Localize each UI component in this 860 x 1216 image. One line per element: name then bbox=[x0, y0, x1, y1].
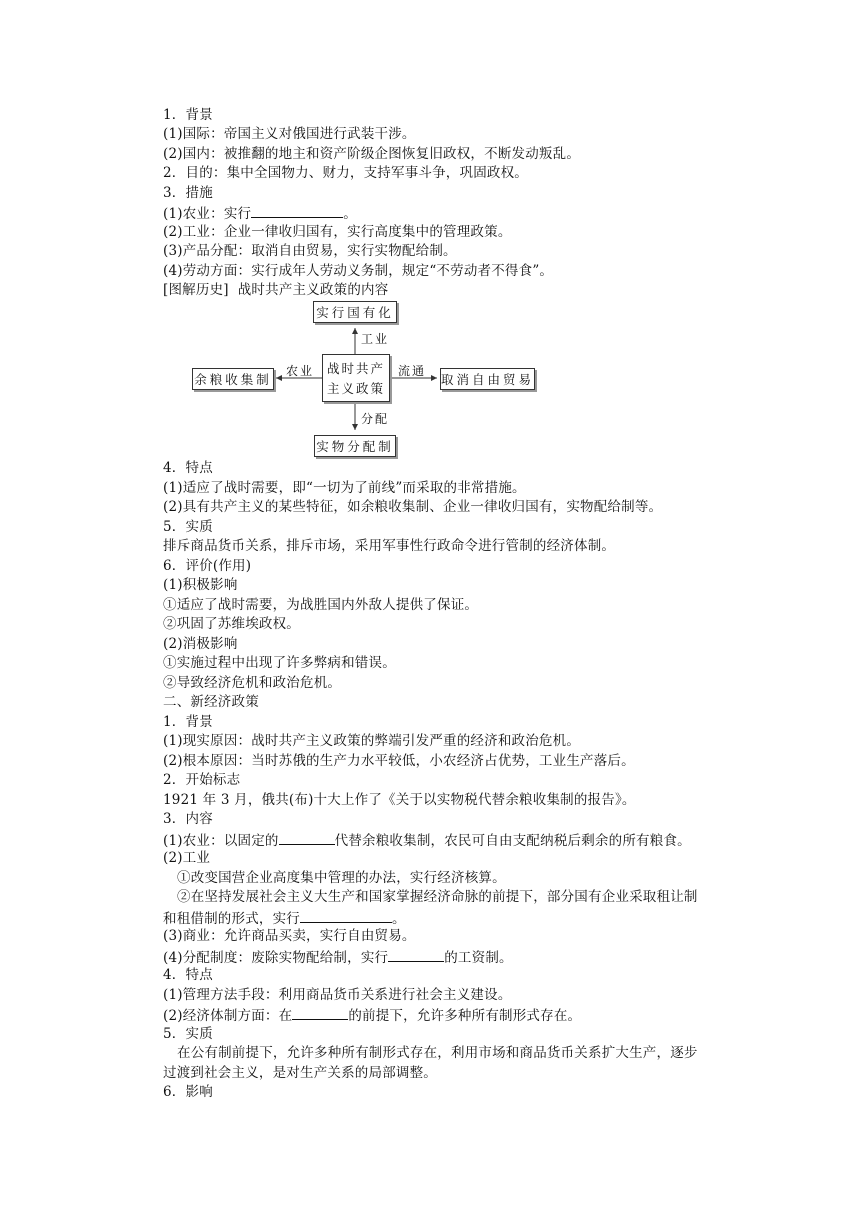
feat2-prefix: (2)经济体制方面：在 bbox=[163, 1008, 293, 1024]
box-nationalization: 实行国有化 bbox=[313, 301, 397, 323]
dist-prefix: (4)分配制度：废除实物配给制，实行 bbox=[163, 950, 389, 966]
text-nep-essence-a: 在公有制前提下，允许多种所有制形式存在，利用市场和商品货币关系扩大生产，逐步 bbox=[177, 1045, 698, 1061]
text-domestic: (2)国内：被推翻的地主和资产阶级企图恢复旧政权，不断发动叛乱。 bbox=[163, 146, 581, 162]
heading-evaluation: 6．评价(作用) bbox=[163, 558, 252, 574]
feat2-suffix: 的前提下，允许多种所有制形式存在。 bbox=[348, 1008, 582, 1024]
text-negative-impact: (2)消极影响 bbox=[163, 636, 238, 652]
section-title-nep: 二、新经济政策 bbox=[163, 694, 259, 710]
label-distribution: 分配 bbox=[361, 412, 390, 426]
text-commerce: (3)商业：允许商品买卖，实行自由贸易。 bbox=[163, 928, 416, 944]
box-grain-requisition: 余粮收集制 bbox=[192, 368, 274, 390]
text-nep-industry: (2)工业 bbox=[163, 850, 211, 866]
text-nep-agriculture bbox=[163, 830, 691, 850]
heading-start: 2．开始标志 bbox=[163, 772, 241, 788]
agri-prefix: (1)农业：实行 bbox=[163, 206, 252, 222]
heading-content: 3．内容 bbox=[163, 811, 213, 827]
nep-agri-suffix: 代替余粮收集制，农民可自由支配纳税后剩余的所有粮食。 bbox=[334, 833, 691, 849]
diagram-caption-tag: [图解历史] bbox=[163, 282, 229, 298]
box-war-communism bbox=[322, 354, 390, 402]
label-circulation: 流通 bbox=[398, 364, 427, 378]
heading-background: 1．背景 bbox=[163, 107, 213, 123]
text-industry-2a: ②在坚持发展社会主义大生产和国家掌握经济命脉的前提下，部分国有企业采取租让制 bbox=[177, 889, 698, 905]
text-negative-2: ②导致经济危机和政治危机。 bbox=[163, 675, 342, 691]
text-industry-measure: (2)工业：企业一律收归国有，实行高度集中的管理政策。 bbox=[163, 224, 512, 240]
diagram-caption-text: 战时共产主义政策的内容 bbox=[237, 282, 389, 298]
text-essence: 排斥商品货币关系，排斥市场，采用军事性行政命令进行管制的经济体制。 bbox=[163, 538, 616, 554]
fill-in-blank bbox=[292, 1005, 348, 1020]
label-agriculture: 农业 bbox=[286, 364, 315, 378]
text-positive-1: ①适应了战时需要，为战胜国内外敌人提供了保证。 bbox=[163, 597, 479, 613]
text-negative-1: ①实施过程中出现了许多弊病和错误。 bbox=[163, 655, 396, 671]
heading-measures: 3．措施 bbox=[163, 185, 213, 201]
box-distribution-in-kind: 实物分配制 bbox=[314, 435, 396, 457]
text-distribution-measure: (3)产品分配：取消自由贸易，实行实物配给制。 bbox=[163, 243, 457, 259]
fill-in-blank bbox=[300, 908, 392, 923]
text-labor-measure: (4)劳动方面：实行成年人劳动义务制，规定“不劳动者不得食”。 bbox=[163, 263, 554, 279]
ind2b-suffix: 。 bbox=[392, 911, 406, 927]
fill-in-blank bbox=[388, 947, 444, 962]
text-international: (1)国际：帝国主义对俄国进行武装干涉。 bbox=[163, 126, 416, 142]
label-industry: 工业 bbox=[361, 332, 390, 346]
text-real-cause: (1)现实原因：战时共产主义政策的弊端引发严重的经济和政治危机。 bbox=[163, 733, 581, 749]
heading-impact: 6．影响 bbox=[163, 1084, 213, 1100]
text-nep-feature-2 bbox=[163, 1005, 581, 1025]
dist-suffix: 的工资制。 bbox=[444, 950, 513, 966]
text-industry-2b bbox=[163, 908, 406, 928]
text-distribution-system bbox=[163, 947, 513, 967]
text-start: 1921 年 3 月，俄共(布)十大上作了《关于以实物税代替余粮收集制的报告》。 bbox=[163, 792, 636, 808]
text-nep-feature-1: (1)管理方法手段：利用商品货币关系进行社会主义建设。 bbox=[163, 987, 512, 1003]
heading-features: 4．特点 bbox=[163, 460, 213, 476]
text-feature-1: (1)适应了战时需要，即“一切为了前线”而采取的非常措施。 bbox=[163, 480, 526, 496]
box-abolish-free-trade: 取消自由贸易 bbox=[440, 368, 535, 390]
nep-agri-prefix: (1)农业：以固定的 bbox=[163, 833, 279, 849]
diagram-arrows bbox=[0, 0, 860, 460]
ind2b-prefix: 和租借制的形式，实行 bbox=[163, 911, 300, 927]
text-purpose: 2．目的：集中全国物力、财力，支持军事斗争，巩固政权。 bbox=[163, 165, 528, 181]
heading-nep-essence: 5．实质 bbox=[163, 1026, 213, 1042]
text-nep-essence-b: 过渡到社会主义，是对生产关系的局部调整。 bbox=[163, 1065, 437, 1081]
text-positive-2: ②巩固了苏维埃政权。 bbox=[163, 616, 300, 632]
center-line-1: 战时共产 bbox=[326, 361, 385, 376]
heading-essence: 5．实质 bbox=[163, 519, 213, 535]
text-industry-1: ①改变国营企业高度集中管理的办法，实行经济核算。 bbox=[177, 870, 506, 886]
text-feature-2: (2)具有共产主义的某些特征，如余粮收集制、企业一律收归国有，实物配给制等。 bbox=[163, 499, 663, 515]
heading-nep-background: 1．背景 bbox=[163, 714, 213, 730]
heading-nep-features: 4．特点 bbox=[163, 967, 213, 983]
fill-in-blank bbox=[279, 830, 335, 845]
center-line-2: 主义政策 bbox=[326, 381, 385, 396]
agri-suffix: 。 bbox=[343, 206, 357, 222]
text-positive-impact: (1)积极影响 bbox=[163, 577, 238, 593]
text-root-cause: (2)根本原因：当时苏俄的生产力水平较低，小农经济占优势，工业生产落后。 bbox=[163, 753, 635, 769]
